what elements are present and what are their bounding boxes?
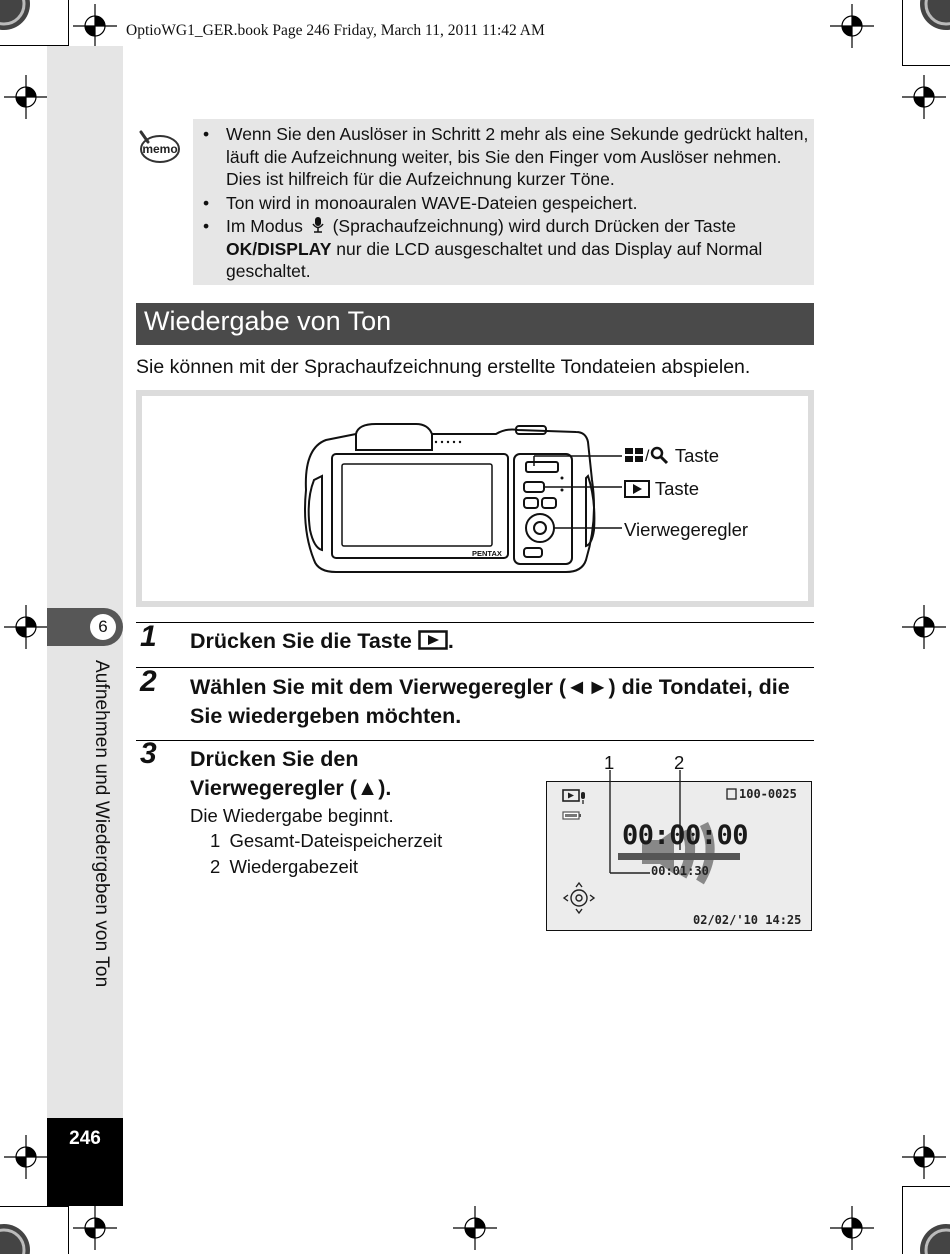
file-header: OptioWG1_GER.book Page 246 Friday, March 11, 2011 11:42 AM [126,22,545,39]
memo-text-post: nur die LCD ausgeschaltet und das Display auf Normal geschaltet. [226,238,763,281]
thumbnail-zoom-icon [624,445,670,465]
page-number: 246 [69,1128,101,1149]
ok-key-label: OK [226,238,253,259]
legend-label: Wiedergabezeit [229,856,358,877]
callout-label: Taste [674,445,720,466]
step-3-description: Die Wiedergabe beginnt. [190,805,394,826]
step-text: Drücken Sie die Taste [190,629,412,653]
legend-item [210,828,442,853]
camera-brand: PENTAX [472,549,502,558]
step-number: 1 [140,620,157,653]
legend-number: 1 [210,830,221,851]
legend-label: Gesamt-Dateispeicherzeit [229,830,443,851]
display-key-label: DISPLAY [257,238,332,259]
progress-bar-track [618,853,740,860]
lcd-callout-2: 2 [674,752,685,773]
microphone-icon [311,216,325,234]
memo-text: Ton wird in monoauralen WAVE-Dateien gespeichert. [226,192,638,213]
playback-time: 00:00:00 [622,820,749,851]
total-time: 00:01:30 [651,864,709,878]
playback-icon [418,630,448,650]
playback-icon [624,480,650,498]
intro-text: Sie können mit der Sprachaufzeichnung erstellte Tondateien abspielen. [136,356,751,378]
step-divider [136,667,814,668]
section-title: Wiedergabe von Ton [144,306,392,336]
svg-text:/: / [645,448,650,465]
step-2-text: Wählen Sie mit dem Vierwegeregler (◄►) die Tondatei, die Sie wiedergeben möchten. [190,675,790,728]
memo-item [200,192,810,215]
memo-icon-label: memo [142,142,178,156]
file-number: 100-0025 [739,787,797,801]
memo-item [200,123,810,191]
chapter-title: Aufnehmen und Wiedergeben von Ton [91,660,112,988]
legend-number: 2 [210,856,221,877]
memo-text-pre: Im Modus [226,216,303,236]
step-1-text [190,627,454,656]
step-number: 3 [140,737,157,770]
step-suffix: . [447,629,454,653]
callout-label: Taste [654,478,700,499]
key-separator: / [252,238,258,259]
lcd-callout-1: 1 [604,752,615,773]
date-time: 02/02/'10 14:25 [693,913,802,927]
camera-illustration [296,420,626,580]
bullet: • [203,216,210,236]
memo-list [200,123,810,284]
legend-item [210,854,358,879]
step-3-text: Drücken Sie den Vierwegeregler (▲). [190,747,392,800]
memo-text: Wenn Sie den Auslöser in Schritt 2 mehr als eine Sekunde gedrückt halten, läuft die Aufzeichnung weiter, bis Sie den Finger vom Auslöser nehmen. Dies ist hilfreich für die Aufzeichnung kurzer Töne. [226,124,809,189]
memo-item [200,215,810,283]
step-divider [136,622,814,623]
memo-icon [136,128,182,166]
memo-text-mid: (Sprachaufzeichnung) wird durch Drücken der Taste [332,216,736,236]
playback-key-callout [624,478,699,500]
bullet: • [203,124,210,144]
four-way-controller-callout: Vierwegeregler [624,519,749,540]
chapter-number: 6 [90,614,116,640]
bullet: • [203,192,210,213]
step-divider [136,740,814,741]
thumbnail-zoom-key-callout [624,445,719,467]
step-number: 2 [140,665,157,698]
